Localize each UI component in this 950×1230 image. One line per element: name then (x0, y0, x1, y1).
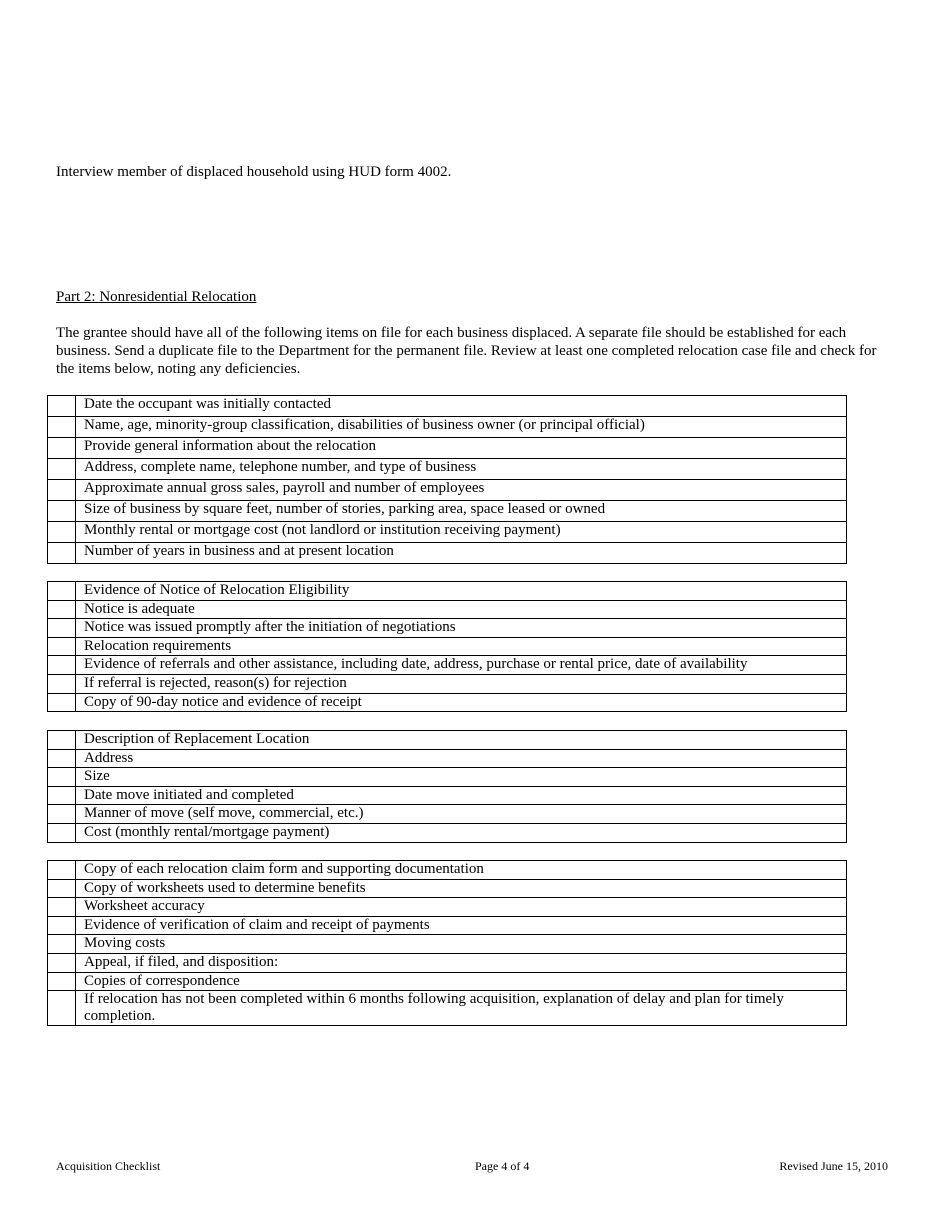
checklist-row (48, 749, 847, 768)
checklist-row (48, 786, 847, 805)
checklist-item-text: Copy of worksheets used to determine benefits (76, 879, 847, 898)
checklist-row (48, 972, 847, 991)
checklist-item-text: Name, age, minority-group classification, disabilities of business owner (or principal official) (76, 417, 847, 438)
check-box-cell[interactable] (48, 396, 76, 417)
checklist-item-text: Moving costs (76, 935, 847, 954)
check-box-cell[interactable] (48, 786, 76, 805)
checklist-item-text: If referral is rejected, reason(s) for rejection (76, 674, 847, 693)
checklist-item-text: Address, complete name, telephone number, and type of business (76, 459, 847, 480)
checklist-item-text: Monthly rental or mortgage cost (not landlord or institution receiving payment) (76, 522, 847, 543)
checklist-table-notice (47, 581, 847, 712)
checklist-row (48, 731, 847, 750)
check-box-cell[interactable] (48, 693, 76, 712)
check-box-cell[interactable] (48, 805, 76, 824)
check-box-cell[interactable] (48, 898, 76, 917)
checklist-item-text: Evidence of verification of claim and receipt of payments (76, 916, 847, 935)
checklist-row (48, 637, 847, 656)
check-box-cell[interactable] (48, 879, 76, 898)
footer-page-number: Page 4 of 4 (475, 1159, 530, 1173)
checklist-table-claims (47, 860, 847, 1026)
intro-text: Interview member of displaced household using HUD form 4002. (56, 164, 452, 180)
checklist-row (48, 459, 847, 480)
check-box-cell[interactable] (48, 861, 76, 880)
checklist-item-text: Manner of move (self move, commercial, etc.) (76, 805, 847, 824)
checklist-row (48, 438, 847, 459)
check-box-cell[interactable] (48, 823, 76, 842)
checklist-row (48, 396, 847, 417)
checklist-row (48, 674, 847, 693)
instructions-paragraph: The grantee should have all of the following items on file for each business displaced. A separate file should be established for each business. Send a duplicate file to the Department for the permanent file. Review at least one completed relocation case file and check for the items below, noting any deficiencies. (56, 325, 877, 377)
check-box-cell[interactable] (48, 768, 76, 787)
checklist-row (48, 693, 847, 712)
checklist-row (48, 898, 847, 917)
checklist-row (48, 656, 847, 675)
checklist-item-text: Notice is adequate (76, 600, 847, 619)
section-heading: Part 2: Nonresidential Relocation (56, 289, 257, 305)
check-box-cell[interactable] (48, 637, 76, 656)
check-box-cell[interactable] (48, 656, 76, 675)
checklist-row (48, 805, 847, 824)
checklist-item-text: Cost (monthly rental/mortgage payment) (76, 823, 847, 842)
check-box-cell[interactable] (48, 480, 76, 501)
checklist-item-text: Size of business by square feet, number of stories, parking area, space leased or owned (76, 501, 847, 522)
checklist-item-text: Date the occupant was initially contacted (76, 396, 847, 417)
checklist-item-text: Approximate annual gross sales, payroll and number of employees (76, 480, 847, 501)
checklist-item-text: Notice was issued promptly after the initiation of negotiations (76, 619, 847, 638)
footer-document-title: Acquisition Checklist (56, 1159, 161, 1173)
check-box-cell[interactable] (48, 749, 76, 768)
checklist-item-text: Evidence of referrals and other assistance, including date, address, purchase or rental price, date of availability (76, 656, 847, 675)
checklist-item-text: Number of years in business and at present location (76, 543, 847, 564)
checklist-item-text: Date move initiated and completed (76, 786, 847, 805)
checklist-item-text: Appeal, if filed, and disposition: (76, 953, 847, 972)
checklist-row (48, 619, 847, 638)
check-box-cell[interactable] (48, 674, 76, 693)
checklist-row (48, 582, 847, 601)
check-box-cell[interactable] (48, 991, 76, 1026)
checklist-table-business-info (47, 395, 847, 564)
check-box-cell[interactable] (48, 459, 76, 480)
checklist-row (48, 522, 847, 543)
checklist-item-text: If relocation has not been completed within 6 months following acquisition, explanation of delay and plan for timely completion. (76, 991, 847, 1026)
check-box-cell[interactable] (48, 501, 76, 522)
checklist-row (48, 879, 847, 898)
checklist-item-text: Relocation requirements (76, 637, 847, 656)
checklist-row (48, 823, 847, 842)
check-box-cell[interactable] (48, 935, 76, 954)
check-box-cell[interactable] (48, 417, 76, 438)
checklist-table-replacement-location (47, 730, 847, 843)
checklist-item-text: Evidence of Notice of Relocation Eligibility (76, 582, 847, 601)
checklist-row (48, 501, 847, 522)
check-box-cell[interactable] (48, 522, 76, 543)
check-box-cell[interactable] (48, 438, 76, 459)
checklist-item-text: Copies of correspondence (76, 972, 847, 991)
checklist-row (48, 916, 847, 935)
checklist-item-text: Provide general information about the relocation (76, 438, 847, 459)
check-box-cell[interactable] (48, 543, 76, 564)
checklist-item-text: Copy of 90-day notice and evidence of receipt (76, 693, 847, 712)
checklist-row (48, 935, 847, 954)
checklist-row (48, 543, 847, 564)
checklist-row (48, 417, 847, 438)
check-box-cell[interactable] (48, 619, 76, 638)
checklist-item-text: Size (76, 768, 847, 787)
check-box-cell[interactable] (48, 953, 76, 972)
checklist-row (48, 861, 847, 880)
checklist-row (48, 768, 847, 787)
checklist-row (48, 991, 847, 1026)
check-box-cell[interactable] (48, 600, 76, 619)
checklist-item-text: Address (76, 749, 847, 768)
check-box-cell[interactable] (48, 972, 76, 991)
footer-revision-date: Revised June 15, 2010 (779, 1159, 888, 1173)
check-box-cell[interactable] (48, 731, 76, 750)
checklist-item-text: Description of Replacement Location (76, 731, 847, 750)
checklist-row (48, 480, 847, 501)
check-box-cell[interactable] (48, 916, 76, 935)
check-box-cell[interactable] (48, 582, 76, 601)
checklist-row (48, 600, 847, 619)
checklist-row (48, 953, 847, 972)
checklist-item-text: Worksheet accuracy (76, 898, 847, 917)
checklist-item-text: Copy of each relocation claim form and supporting documentation (76, 861, 847, 880)
